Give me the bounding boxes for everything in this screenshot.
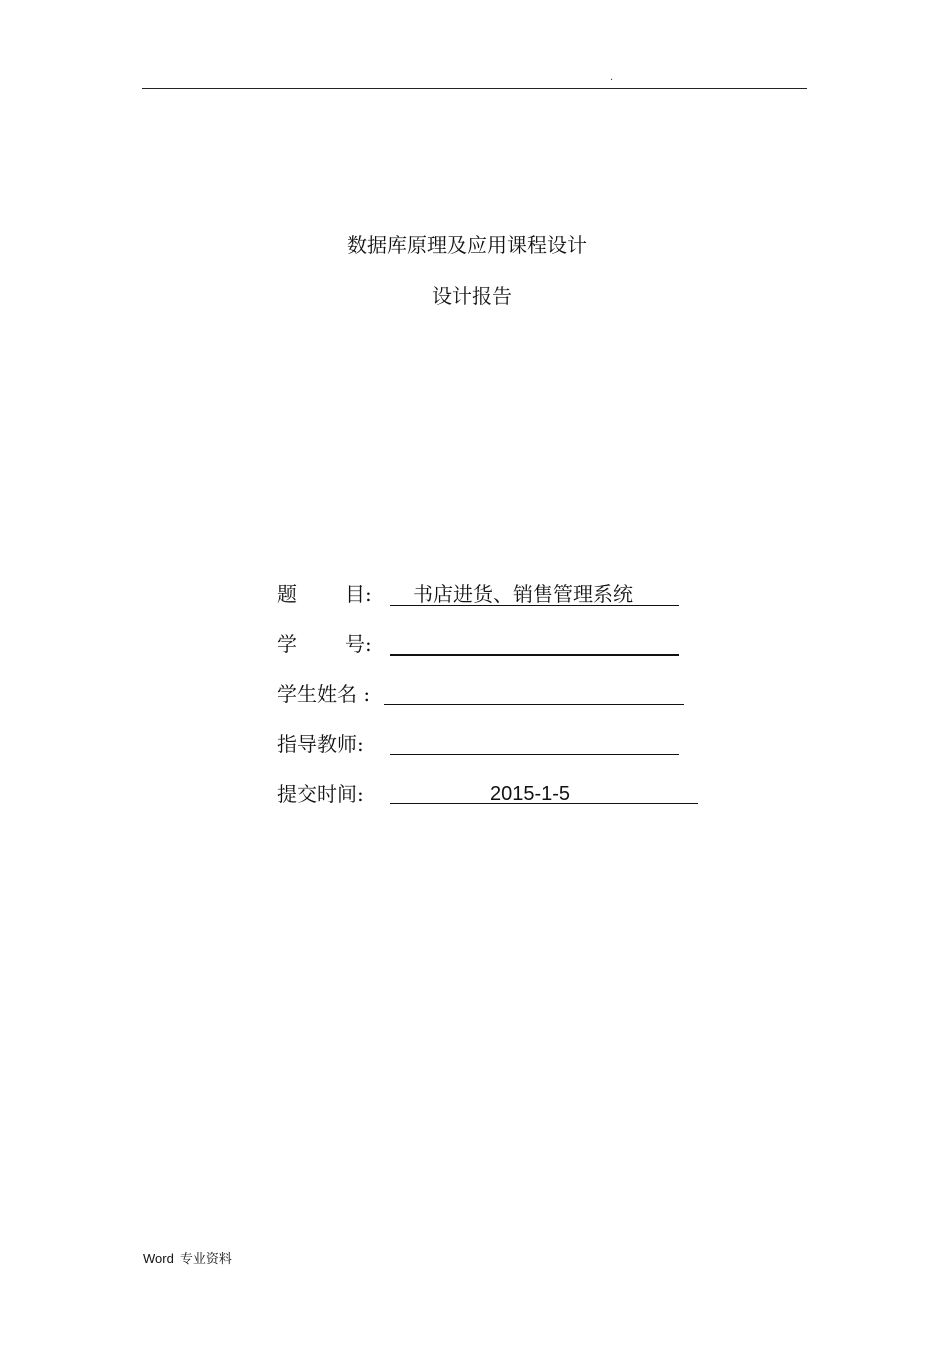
cover-title: 数据库原理及应用课程设计 — [347, 233, 587, 257]
student-name-underline — [384, 704, 684, 705]
topic-value: 书店进货、销售管理系统 — [413, 582, 633, 606]
advisor-underline — [390, 754, 679, 755]
advisor-label: 指导教师: — [277, 732, 364, 756]
topic-label — [277, 580, 375, 608]
header-rule — [142, 88, 807, 89]
topic-label-first: 题 — [277, 582, 297, 606]
student-id-label — [277, 630, 375, 658]
submit-time-value: 2015-1-5 — [490, 783, 571, 805]
student-id-label-first: 学 — [277, 632, 297, 656]
topic-label-last: 目: — [345, 582, 372, 606]
student-id-label-last: 号: — [345, 632, 372, 656]
header-dot: . — [610, 72, 614, 83]
student-id-underline — [390, 654, 679, 656]
cover-subtitle: 设计报告 — [432, 284, 512, 308]
footer — [143, 1250, 232, 1268]
student-name-label: 学生姓名 : — [277, 682, 371, 706]
footer-word: Word — [143, 1251, 174, 1266]
footer-text: 专业资料 — [179, 1251, 232, 1266]
submit-time-label: 提交时间: — [277, 782, 364, 806]
topic-underline — [390, 605, 679, 606]
submit-time-underline — [390, 803, 698, 804]
